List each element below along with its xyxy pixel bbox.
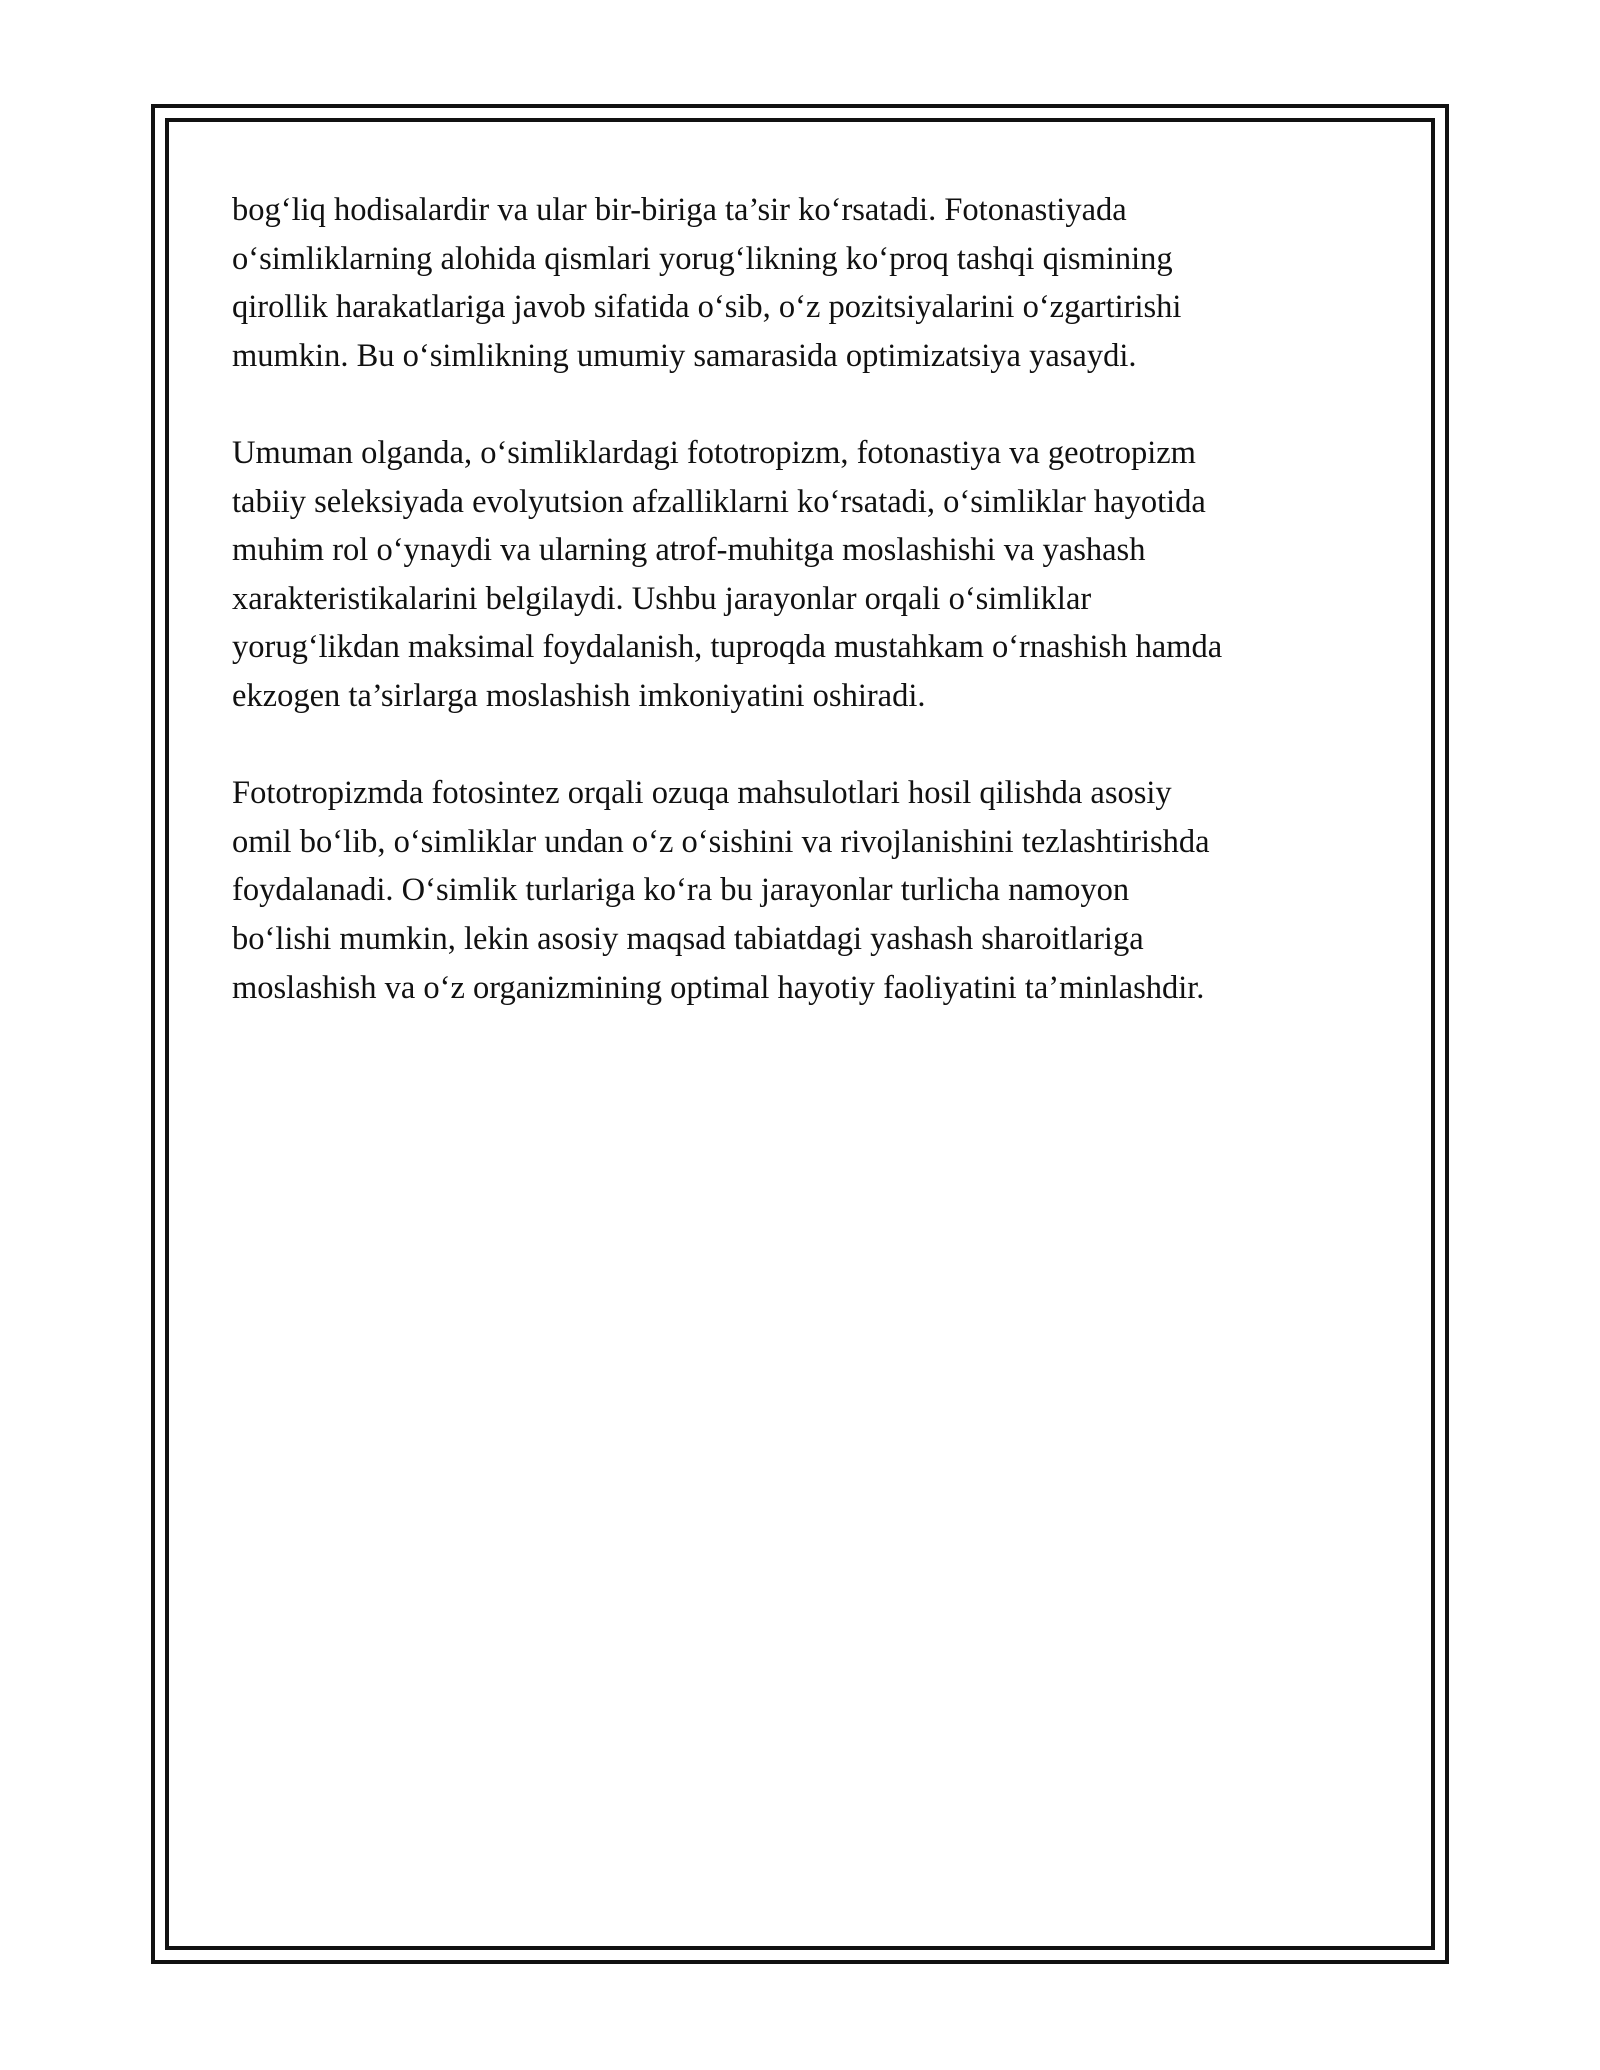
paragraph-3: Fototropizmda fotosintez orqali ozuqa mahsulotlari hosil qilishda asosiy omil bo‘lib, o‘simliklar undan o‘z o‘sishini va rivojlanishini tezlashtirishda foydalanadi. O‘simlik turlariga ko‘ra bu jarayonlar turlicha namoyon bo‘lishi mumkin, lekin asosiy maqsad tabiatdagi yashash sharoitlariga moslashish va o‘z organizmining optimal hayotiy faoliyatini ta’minlashdir. <box>232 775 1210 1006</box>
document-body <box>232 186 1372 1061</box>
paragraph-1: bog‘liq hodisalardir va ular bir-biriga ta’sir ko‘rsatadi. Fotonastiyada o‘simliklarning alohida qismlari yorug‘likning ko‘proq tashqi qismining qirollik harakatlariga javob sifatida o‘sib, o‘z pozitsiyalarini o‘zgartirishi mumkin. Bu o‘simlikning umumiy samarasida optimizatsiya yasaydi. <box>232 192 1182 374</box>
paragraph-2: Umuman olganda, o‘simliklardagi fototropizm, fotonastiya va geotropizm tabiiy seleksiyada evolyutsion afzalliklarni ko‘rsatadi, o‘simliklar hayotida muhim rol o‘ynaydi va ularning atrof-muhitga moslashishi va yashash xarakteristikalarini belgilaydi. Ushbu jarayonlar orqali o‘simliklar yorug‘likdan maksimal foydalanish, tuproqda mustahkam o‘rnashish hamda ekzogen ta’sirlarga moslashish imkoniyatini oshiradi. <box>232 434 1223 714</box>
